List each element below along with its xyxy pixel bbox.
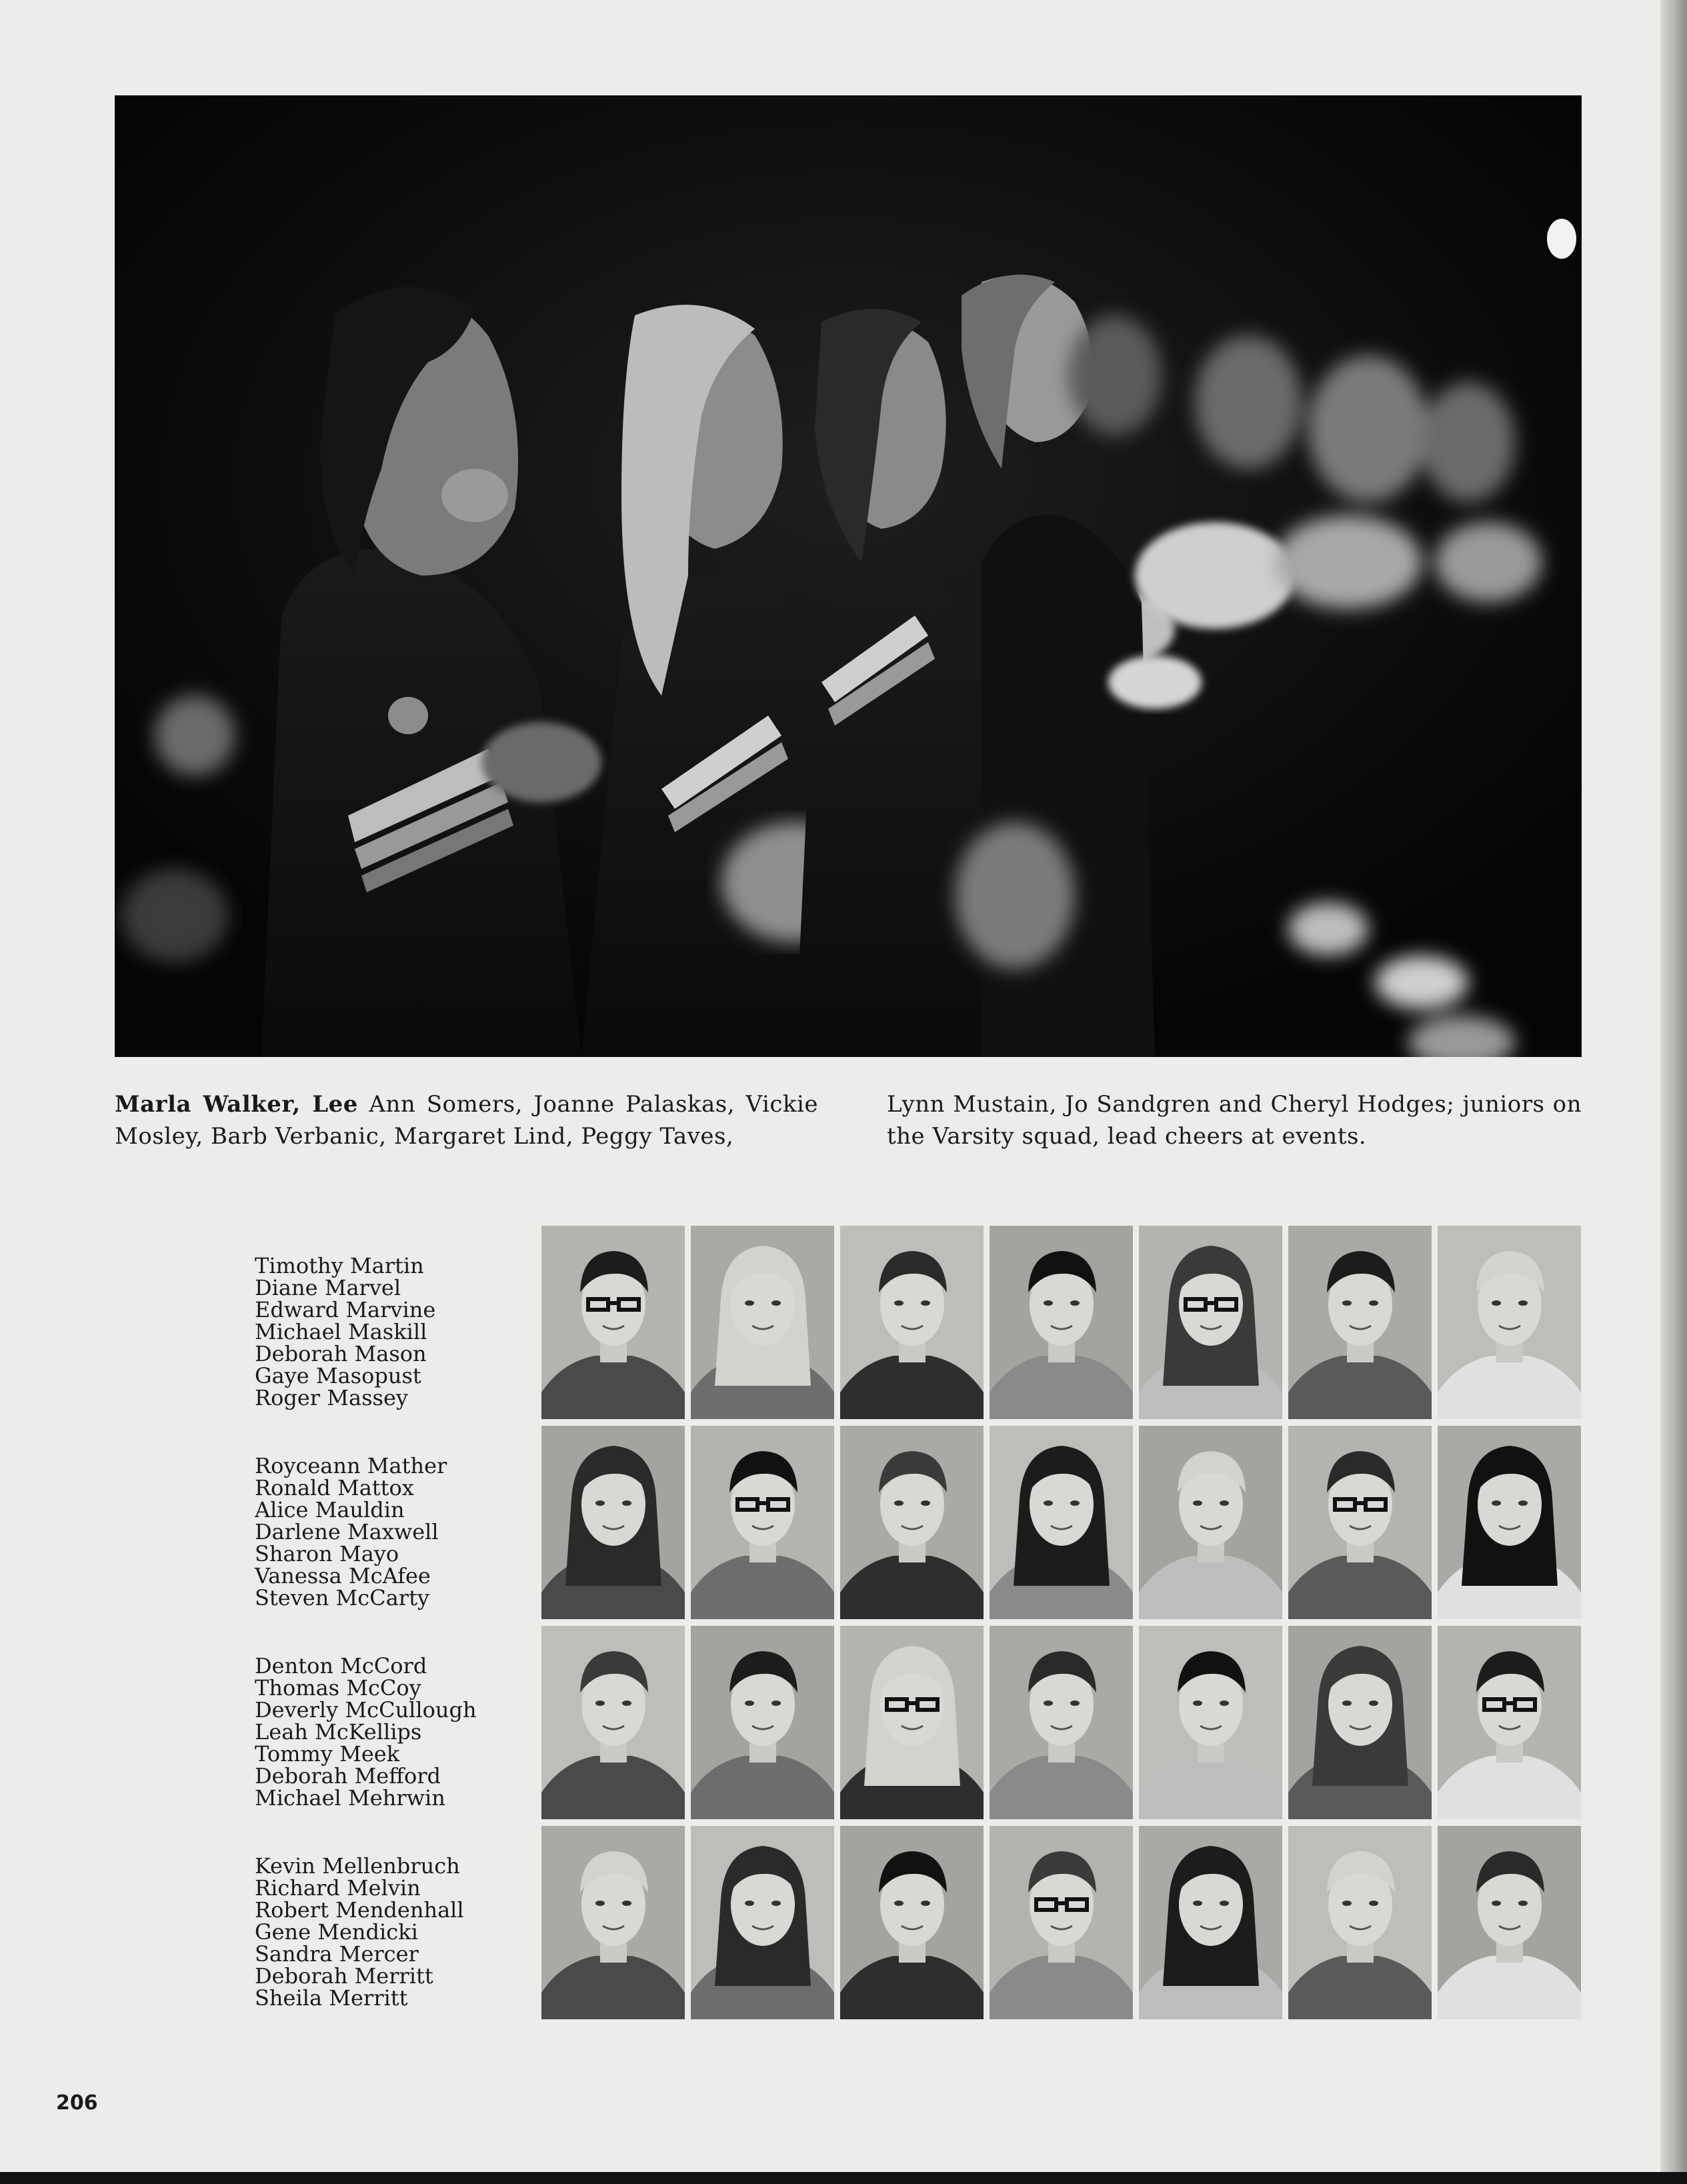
student-portrait — [1288, 1226, 1432, 1419]
student-portrait — [990, 1226, 1133, 1419]
student-name: Tommy Meek — [255, 1741, 400, 1767]
student-portrait — [541, 1826, 685, 2019]
student-name: Vanessa McAfee — [255, 1563, 431, 1588]
student-name: Sandra Mercer — [255, 1941, 419, 1967]
photo-caption-left — [115, 1088, 818, 1152]
student-name: Richard Melvin — [255, 1875, 421, 1901]
name-list — [255, 1855, 521, 2009]
student-portrait — [990, 1426, 1133, 1619]
student-portrait — [541, 1426, 685, 1619]
student-portrait — [1139, 1226, 1282, 1419]
name-list — [255, 1655, 521, 1809]
student-name: Royceann Mather — [255, 1453, 447, 1478]
student-portrait — [1288, 1626, 1432, 1819]
student-portrait — [691, 1626, 834, 1819]
student-name: Leah McKellips — [255, 1719, 422, 1745]
student-portrait — [1139, 1626, 1282, 1819]
student-name: Gaye Masopust — [255, 1363, 421, 1388]
student-name: Deborah Merritt — [255, 1963, 433, 1989]
student-name: Ronald Mattox — [255, 1475, 414, 1500]
portrait-row-4 — [0, 1826, 1687, 2019]
student-name: Edward Marvine — [255, 1297, 436, 1322]
student-portrait — [1288, 1826, 1432, 2019]
student-name: Deborah Mefford — [255, 1763, 441, 1789]
student-portrait — [990, 1626, 1133, 1819]
portrait-row-1 — [0, 1226, 1687, 1419]
student-name: Gene Mendicki — [255, 1919, 418, 1945]
portrait-row-2 — [0, 1426, 1687, 1619]
student-name: Roger Massey — [255, 1385, 408, 1410]
student-portrait — [840, 1826, 984, 2019]
scan-edge — [0, 2172, 1687, 2184]
student-name: Alice Mauldin — [255, 1497, 405, 1522]
portrait-row-3 — [0, 1626, 1687, 1819]
student-name: Darlene Maxwell — [255, 1519, 439, 1544]
student-portrait — [840, 1426, 984, 1619]
student-portrait — [691, 1426, 834, 1619]
name-list — [255, 1255, 521, 1409]
student-portrait — [691, 1226, 834, 1419]
student-name: Thomas McCoy — [255, 1675, 421, 1701]
student-portrait — [840, 1626, 984, 1819]
student-portrait — [1139, 1826, 1282, 2019]
photo-caption-right: Lynn Mustain, Jo Sandgren and Cheryl Hodges; juniors on the Varsity squad, lead cheers at events. — [887, 1091, 1582, 1150]
student-portrait — [1288, 1426, 1432, 1619]
student-portrait — [541, 1626, 685, 1819]
caption-left-text: Ann Somers, Joanne Palaskas, Vickie Mosley, Barb Verbanic, Margaret Lind, Peggy Taves, — [115, 1091, 818, 1150]
student-name: Deborah Mason — [255, 1341, 427, 1366]
student-portrait — [1438, 1426, 1581, 1619]
student-name: Sharon Mayo — [255, 1541, 399, 1566]
page-number: 206 — [56, 2091, 98, 2115]
student-portrait — [1438, 1626, 1581, 1819]
student-portrait — [1438, 1826, 1581, 2019]
student-portrait — [1139, 1426, 1282, 1619]
student-portrait — [990, 1826, 1133, 2019]
student-name: Denton McCord — [255, 1653, 427, 1679]
student-name: Robert Mendenhall — [255, 1897, 464, 1923]
student-portrait — [840, 1226, 984, 1419]
student-portrait — [691, 1826, 834, 2019]
student-name: Michael Maskill — [255, 1319, 427, 1344]
student-name: Deverly McCullough — [255, 1697, 477, 1723]
student-portrait — [1438, 1226, 1581, 1419]
student-name: Timothy Martin — [255, 1253, 424, 1278]
student-portrait — [541, 1226, 685, 1419]
student-name: Michael Mehrwin — [255, 1785, 445, 1811]
student-name: Kevin Mellenbruch — [255, 1853, 460, 1879]
cheerleaders-photo — [115, 95, 1582, 1057]
name-list — [255, 1455, 521, 1609]
student-name: Diane Marvel — [255, 1275, 401, 1300]
student-name: Steven McCarty — [255, 1585, 429, 1610]
student-name: Sheila Merritt — [255, 1985, 408, 2011]
caption-bold-lead: Marla Walker, Lee — [115, 1091, 358, 1118]
